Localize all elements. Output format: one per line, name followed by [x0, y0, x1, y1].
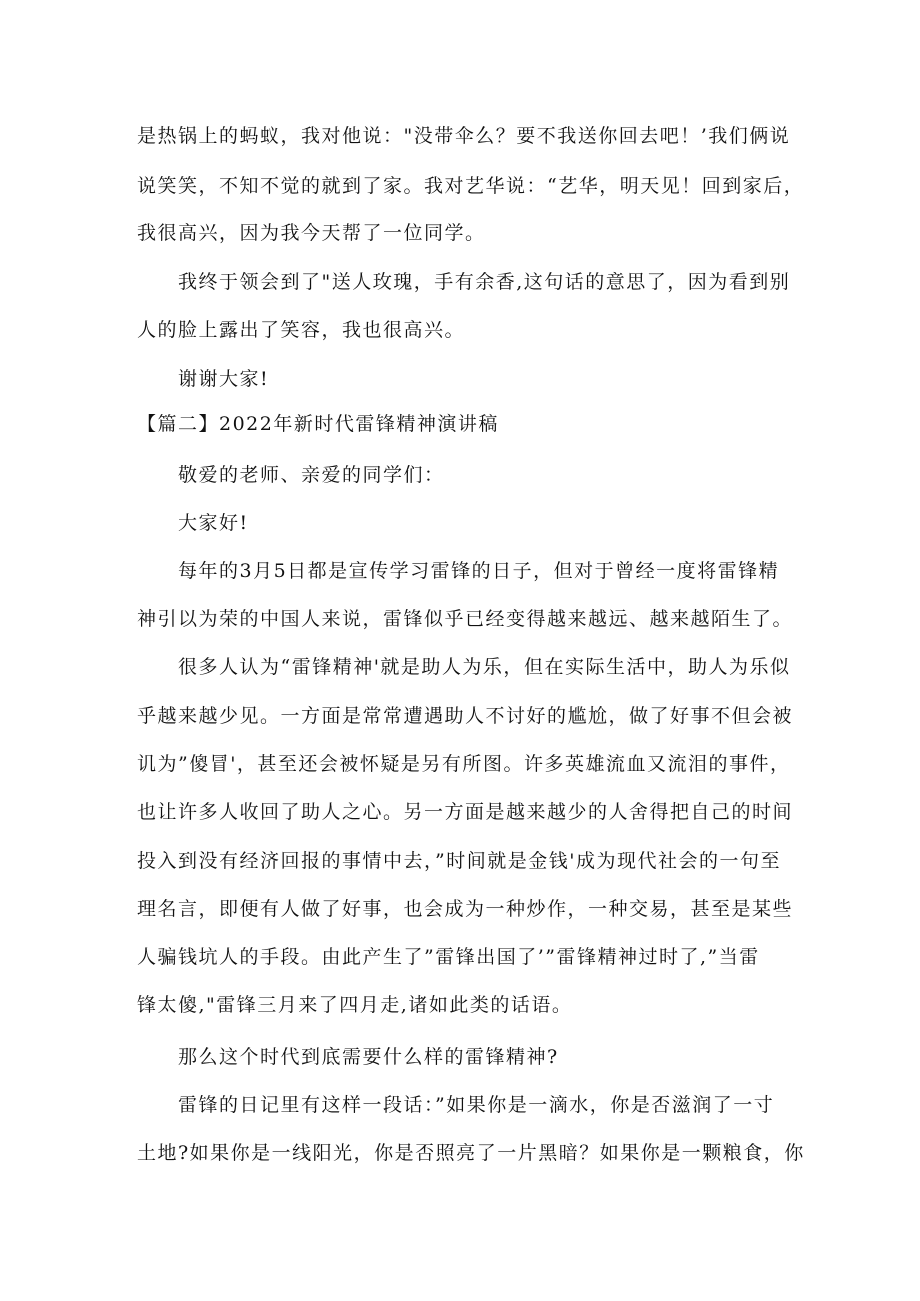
text-line: 谢谢大家! — [178, 368, 270, 390]
text-line: 雷锋的日记里有这样一段话：”如果你是一滴水，你是否滋润了一寸 — [178, 1094, 775, 1116]
text-line: 人的脸上露出了笑容，我也很高兴。 — [137, 319, 466, 341]
text-line: 讥为”傻冒'，甚至还会被怀疑是另有所图。许多英雄流血又流泪的事件， — [137, 753, 791, 775]
text-line: 很多人认为“雷锋精神'就是助人为乐，但在实际生活中，助人为乐似 — [178, 656, 791, 678]
text-line: 是热锅上的蚂蚁，我对他说："没带伞么？要不我送你回去吧！’我们俩说 — [137, 125, 791, 147]
text-line: 神引以为荣的中国人来说，雷锋似乎已经变得越来越远、越来越陌生了。 — [137, 608, 794, 630]
text-line: 我终于领会到了"送人玫瑰，手有余香,这句话的意思了，因为看到别 — [178, 271, 791, 293]
salutation: 敬爱的老师、亲爱的同学们： — [178, 464, 445, 486]
text-line: 说笑笑，不知不觉的就到了家。我对艺华说：“艺华，明天见！回到家后， — [137, 175, 805, 197]
text-line: 乎越来越少见。一方面是常常遭遇助人不讨好的尴尬，做了好事不但会被 — [137, 705, 794, 727]
text-line: 那么这个时代到底需要什么样的雷锋精神? — [178, 1046, 559, 1068]
text-line: 土地?如果你是一线阳光，你是否照亮了一片黑暗？如果你是一颗粮食，你 — [137, 1142, 805, 1164]
greeting: 大家好! — [178, 512, 249, 534]
text-line: 理名言，即便有人做了好事，也会成为一种炒作，一种交易，甚至是某些 — [137, 898, 794, 920]
section-heading: 【篇二】2022年新时代雷锋精神演讲稿 — [137, 413, 499, 435]
text-line: 人骗钱坑人的手段。由此产生了”雷锋出国了’”雷锋精神过时了,”当雷 — [137, 946, 760, 968]
text-line: 也让许多人收回了助人之心。另一方面是越来越少的人舍得把自己的时间 — [137, 801, 794, 823]
text-line: 锋太傻,"雷锋三月来了四月走,诸如此类的话语。 — [137, 994, 573, 1016]
text-line: 投入到没有经济回报的事情中去，”时间就是金钱'成为现代社会的一句至 — [137, 850, 781, 872]
text-line: 我很高兴，因为我今天帮了一位同学。 — [137, 222, 486, 244]
text-line: 每年的3月5日都是宣传学习雷锋的日子，但对于曾经一度将雷锋精 — [178, 560, 780, 582]
